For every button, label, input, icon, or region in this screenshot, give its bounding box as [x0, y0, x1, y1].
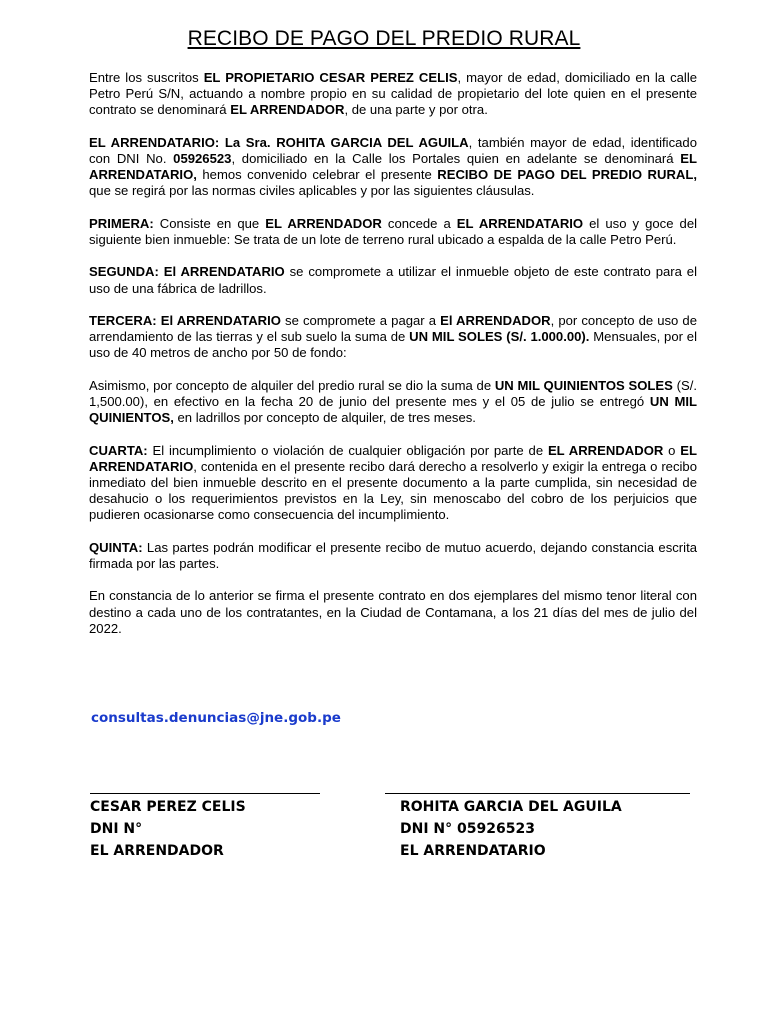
signer-dni: DNI N° 05926523 [400, 821, 535, 837]
paragraph-parties-tenant: EL ARRENDATARIO: La Sra. ROHITA GARCIA DEL AGUILA, también mayor de edad, identificado con DNI No. 05926523, domiciliado en la Calle los Portales quien en adelante se denominará EL ARRENDATARIO, hemos convenido celebrar el presente RECIBO DE PAGO DEL PREDIO RURAL, que se regirá por las normas civiles aplicables y por las siguientes cláusulas. [89, 134, 698, 199]
clause-tercera: TERCERA: El ARRENDATARIO se compromete a pagar a El ARRENDADOR, por concepto de uso de arrendamiento de las tierras y el sub suelo la suma de UN MIL SOLES (S/. 1.000.00). Mensuales, por el uso de 40 metros de ancho por 50 de fondo: [89, 312, 697, 361]
paragraph-parties-owner: Entre los suscritos EL PROPIETARIO CESAR PEREZ CELIS, mayor de edad, domiciliado en la calle Petro Perú S/N, actuando a nombre propio en su calidad de propietario del lote quien en el presente contrato se denominará EL ARRENDADOR, de una parte y por otra. [89, 70, 698, 118]
signer-name: ROHITA GARCIA DEL AGUILA [400, 799, 622, 815]
signature-line-right [385, 793, 690, 794]
document-title: RECIBO DE PAGO DEL PREDIO RURAL [187, 27, 581, 50]
clause-cuarta: CUARTA: El incumplimiento o violación de cualquier obligación por parte de EL ARRENDADOR o EL ARRENDATARIO, contenida en el presente recibo dará derecho a resolverlo y exigir la entrega o recibo inmediato del bien inmueble descrito en el presente documento a la parte cumplida, sin necesidad de desahucio o los requerimientos previstos en la Ley, sin menoscabo del cobro de los perjuicios que pudieren ocasionarse como consecuencia del incumplimiento. [89, 442, 698, 523]
contact-email-link[interactable]: consultas.denuncias@jne.gob.pe [91, 710, 341, 726]
signer-dni: DNI N° [90, 821, 143, 837]
signer-role: EL ARRENDADOR [90, 843, 224, 859]
signature-line-left [90, 793, 320, 794]
clause-segunda: SEGUNDA: El ARRENDATARIO se compromete a utilizar el inmueble objeto de este contrato para el uso de una fábrica de ladrillos. [89, 264, 697, 296]
signer-name: CESAR PEREZ CELIS [90, 799, 246, 815]
document-body [89, 70, 697, 653]
signature-block-left [90, 796, 246, 862]
signature-block-right [400, 796, 622, 862]
clause-quinta: QUINTA: Las partes podrán modificar el presente recibo de mutuo acuerdo, dejando constancia escrita firmada por las partes. [89, 539, 697, 571]
clause-primera: PRIMERA: Consiste en que EL ARRENDADOR concede a EL ARRENDATARIO el uso y goce del siguiente bien inmueble: Se trata de un lote de terreno rural ubicado a espalda de la calle Petro Perú. [89, 215, 698, 247]
signer-role: EL ARRENDATARIO [400, 843, 546, 859]
paragraph-payment-details: Asimismo, por concepto de alquiler del predio rural se dio la suma de UN MIL QUINIENTOS SOLES (S/. 1,500.00), en efectivo en la fecha 20 de junio del presente mes y el 05 de julio se entregó UN MIL QUINIENTOS, en ladrillos por concepto de alquiler, de tres meses. [89, 377, 698, 426]
paragraph-closing: En constancia de lo anterior se firma el presente contrato en dos ejemplares del mismo tenor literal con destino a cada uno de los contratantes, en la Ciudad de Contamana, a los 21 días del mes de julio del 2022. [89, 588, 697, 636]
